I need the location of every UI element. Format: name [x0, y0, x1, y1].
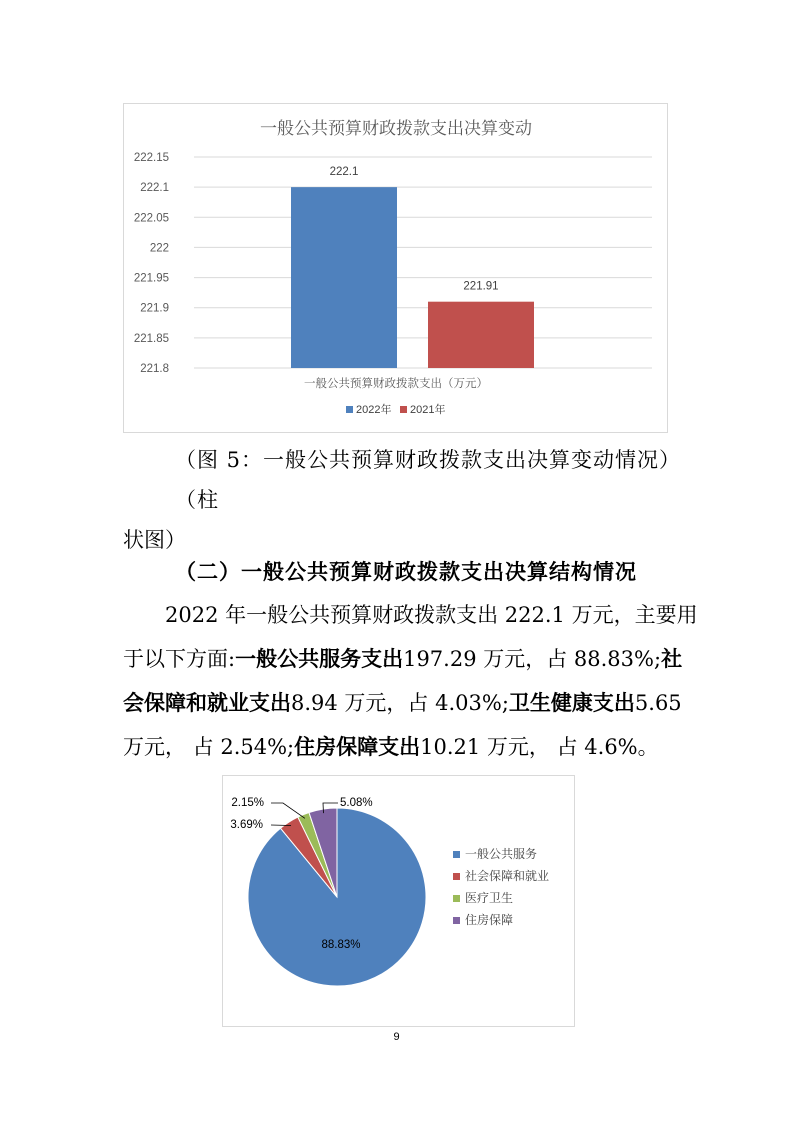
bold-term: 会保障和就业支出: [123, 691, 291, 715]
pie-chart-svg: [223, 776, 576, 1028]
y-tick-label: 222: [149, 242, 169, 255]
pie-data-label: 88.83%: [321, 939, 361, 951]
paragraph-line-1: [123, 593, 698, 637]
bar-data-label: 222.1: [329, 166, 359, 179]
legend-label: 社会保障和就业: [465, 869, 550, 883]
legend: [453, 846, 549, 927]
text-run: 5.65: [634, 691, 682, 715]
text-run: 8.94 万元，占 4.03%;: [291, 691, 509, 715]
bold-term: 卫生健康支出: [508, 691, 635, 715]
figure-caption: [123, 440, 683, 560]
paragraph-line-4: [123, 725, 683, 769]
pie-chart: [222, 775, 575, 1027]
legend-swatch: [453, 917, 460, 924]
legend-swatch: [400, 406, 407, 413]
body-paragraph: [123, 593, 698, 769]
bar-chart-svg: [124, 104, 669, 434]
y-tick-label: 221.8: [140, 363, 169, 375]
bar-chart: [123, 103, 668, 433]
chart-title: 一般公共预算财政拨款支出决算变动: [260, 119, 532, 138]
text-run: 2022 年一般公共预算财政拨款支出 222.1 万元，主要用: [165, 603, 698, 627]
bold-term: 一般公共服务支出: [235, 647, 404, 671]
legend-label: 住房保障: [465, 913, 514, 927]
caption-line-2: 状图）: [123, 528, 186, 552]
y-axis-ticks: [134, 152, 169, 375]
legend-swatch: [346, 406, 353, 413]
leader-line: [271, 825, 291, 826]
pie-data-label: 2.15%: [231, 797, 264, 809]
legend-swatch: [453, 873, 460, 880]
paragraph-line-2: [123, 637, 683, 681]
y-tick-label: 222.1: [140, 182, 169, 195]
legend-label: 2021年: [410, 404, 446, 416]
text-run: 万元， 占 2.54%;: [123, 735, 295, 759]
legend: [346, 402, 445, 416]
legend-label: 2022年: [356, 404, 392, 416]
gridlines: [194, 157, 652, 368]
y-tick-label: 221.9: [140, 302, 169, 315]
text-run: 于以下方面:: [123, 647, 236, 671]
bar-2021: [428, 302, 534, 368]
pie-slices: [248, 808, 426, 986]
page-number: 9: [393, 1031, 400, 1043]
legend-swatch: [453, 851, 460, 858]
paragraph-line-3: [123, 681, 683, 725]
legend-label: 一般公共服务: [465, 847, 538, 861]
y-tick-label: 222.15: [133, 152, 169, 164]
section-heading: （二）一般公共预算财政拨款支出决算结构情况: [175, 560, 637, 584]
y-tick-label: 222.05: [133, 212, 169, 225]
legend-swatch: [453, 895, 460, 902]
bold-term: 住房保障支出: [294, 735, 421, 759]
text-run: 197.29 万元，占 88.83%;: [403, 647, 662, 671]
bar-data-label: 221.91: [463, 280, 499, 293]
x-category-label: 一般公共预算财政拨款支出（万元）: [304, 378, 488, 390]
legend-label: 医疗卫生: [465, 891, 514, 905]
y-tick-label: 221.95: [133, 272, 169, 285]
text-run: 10.21 万元， 占 4.6%。: [420, 735, 659, 759]
bar-2022: [291, 187, 397, 368]
caption-line-1: （图 5：一般公共预算财政拨款支出决算变动情况）（柱: [175, 448, 682, 512]
pie-data-label: 5.08%: [340, 797, 373, 809]
y-tick-label: 221.85: [133, 332, 169, 345]
pie-data-label: 3.69%: [230, 819, 263, 831]
bold-term: 社: [661, 647, 683, 671]
